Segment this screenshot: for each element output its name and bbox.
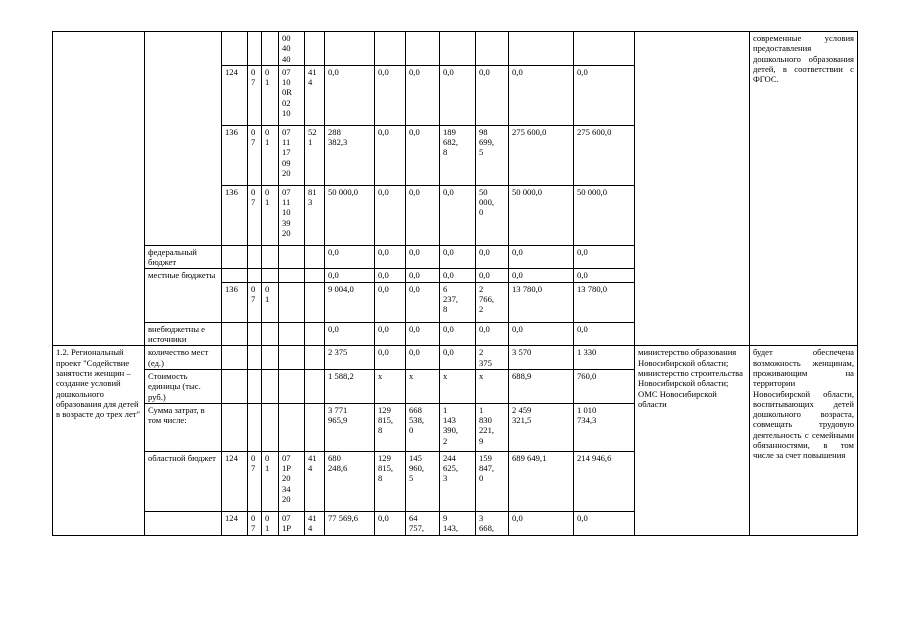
cell-vr: [305, 369, 325, 403]
source-cell: количество мест (ед.): [145, 346, 222, 370]
cell-vr: [305, 346, 325, 370]
cell-rz: 0 7: [248, 511, 262, 535]
cell-y2023: 3 570: [509, 346, 574, 370]
cell-csr: [279, 403, 305, 451]
cell-pr: [262, 269, 279, 282]
cell-y2020: 0,0: [406, 185, 440, 245]
cell-pr: 0 1: [262, 511, 279, 535]
executor-cell: министерство образования Новосибирской области; министерство строительства Новосибирской области; ОМС Новосибирской области: [635, 346, 750, 535]
cell-y2024: 50 000,0: [574, 185, 635, 245]
source-cell: местные бюджеты: [145, 269, 222, 322]
cell-grbs: [222, 245, 248, 269]
cell-pr: [262, 346, 279, 370]
cell-y2021: 1 143 390, 2: [440, 403, 476, 451]
cell-y2019: 129 815, 8: [375, 451, 406, 511]
cell-y2024: 214 946,6: [574, 451, 635, 511]
cell-y2021: 0,0: [440, 65, 476, 125]
cell-y2020: 0,0: [406, 346, 440, 370]
cell-y2024: 275 600,0: [574, 125, 635, 185]
cell-grbs: [222, 403, 248, 451]
cell-rz: [248, 369, 262, 403]
cell-csr: [279, 322, 305, 346]
cell-y2023: 13 780,0: [509, 282, 574, 322]
cell-y2022: 159 847, 0: [476, 451, 509, 511]
cell-y2023: 50 000,0: [509, 185, 574, 245]
cell-csr: [279, 245, 305, 269]
source-cell: федеральный бюджет: [145, 245, 222, 269]
result-cell: современные условия предоставления дошкольного образования детей, в соответствии с ФГОС.: [750, 32, 858, 346]
cell-pr: [262, 245, 279, 269]
cell-y2022: 3 668,: [476, 511, 509, 535]
cell-y2022: 0,0: [476, 65, 509, 125]
cell-y2022: [476, 32, 509, 66]
cell-pr: 0 1: [262, 185, 279, 245]
cell-total: [325, 32, 375, 66]
result-cell: будет обеспечена возможность женщинам, проживающим на территории Новосибирской области, воспитывающих детей дошкольного возраста, совмещать трудовую деятельность с семейными обязанностями, в том числе за счет повышения: [750, 346, 858, 535]
cell-y2021: 0,0: [440, 322, 476, 346]
cell-total: 680 248,6: [325, 451, 375, 511]
cell-y2022: 0,0: [476, 269, 509, 282]
cell-y2024: [574, 32, 635, 66]
cell-y2023: 2 459 321,5: [509, 403, 574, 451]
cell-y2019: 0,0: [375, 282, 406, 322]
cell-total: 3 771 965,9: [325, 403, 375, 451]
cell-vr: [305, 322, 325, 346]
financing-table: [52, 31, 858, 536]
table-row: [53, 346, 858, 370]
cell-y2023: 0,0: [509, 269, 574, 282]
cell-y2020: 668 538, 0: [406, 403, 440, 451]
cell-y2020: 64 757,: [406, 511, 440, 535]
cell-rz: 0 7: [248, 125, 262, 185]
cell-total: 0,0: [325, 65, 375, 125]
cell-y2024: 1 010 734,3: [574, 403, 635, 451]
cell-total: 9 004,0: [325, 282, 375, 322]
cell-y2019: 0,0: [375, 185, 406, 245]
cell-pr: [262, 322, 279, 346]
cell-pr: 0 1: [262, 125, 279, 185]
cell-vr: 41 4: [305, 65, 325, 125]
cell-rz: 0 7: [248, 282, 262, 322]
cell-grbs: 124: [222, 65, 248, 125]
cell-y2020: [406, 32, 440, 66]
cell-total: 0,0: [325, 322, 375, 346]
cell-total: 288 382,3: [325, 125, 375, 185]
cell-vr: [305, 282, 325, 322]
cell-rz: [248, 245, 262, 269]
cell-csr: 07 11 17 09 20: [279, 125, 305, 185]
cell-rz: 0 7: [248, 185, 262, 245]
cell-rz: [248, 403, 262, 451]
cell-grbs: [222, 369, 248, 403]
cell-csr: 07 1P 20 34 20: [279, 451, 305, 511]
cell-csr: [279, 282, 305, 322]
cell-grbs: 136: [222, 185, 248, 245]
cell-y2020: 0,0: [406, 65, 440, 125]
cell-y2019: 0,0: [375, 65, 406, 125]
cell-y2022: 0,0: [476, 245, 509, 269]
cell-y2024: 0,0: [574, 65, 635, 125]
cell-pr: 0 1: [262, 282, 279, 322]
cell-y2023: 688,9: [509, 369, 574, 403]
cell-total: 0,0: [325, 269, 375, 282]
executor-cell: [635, 32, 750, 346]
cell-y2022: 50 000, 0: [476, 185, 509, 245]
table-row: [53, 32, 858, 66]
cell-y2021: 0,0: [440, 269, 476, 282]
cell-y2019: 0,0: [375, 245, 406, 269]
cell-vr: [305, 269, 325, 282]
cell-pr: [262, 369, 279, 403]
block1-name-cell: [53, 32, 145, 346]
cell-csr: 07 10 0R 02 10: [279, 65, 305, 125]
cell-csr: 07 1P: [279, 511, 305, 535]
cell-rz: 0 7: [248, 451, 262, 511]
cell-y2021: 0,0: [440, 185, 476, 245]
cell-y2022: 2 766, 2: [476, 282, 509, 322]
cell-y2023: 275 600,0: [509, 125, 574, 185]
cell-rz: [248, 269, 262, 282]
cell-y2024: 1 330: [574, 346, 635, 370]
cell-grbs: 124: [222, 451, 248, 511]
cell-total: 77 569,6: [325, 511, 375, 535]
cell-vr: [305, 403, 325, 451]
cell-y2024: 0,0: [574, 322, 635, 346]
cell-vr: [305, 245, 325, 269]
cell-y2023: 0,0: [509, 511, 574, 535]
cell-total: 1 588,2: [325, 369, 375, 403]
table-body: [53, 32, 858, 536]
cell-y2021: х: [440, 369, 476, 403]
cell-y2019: 129 815, 8: [375, 403, 406, 451]
cell-y2020: 145 960, 5: [406, 451, 440, 511]
cell-y2020: 0,0: [406, 322, 440, 346]
cell-y2023: 689 649,1: [509, 451, 574, 511]
cell-y2024: 13 780,0: [574, 282, 635, 322]
cell-y2024: 760,0: [574, 369, 635, 403]
cell-y2022: 98 699, 5: [476, 125, 509, 185]
cell-csr: [279, 346, 305, 370]
source-cell: Стоимость единицы (тыс. руб.): [145, 369, 222, 403]
cell-y2019: 0,0: [375, 511, 406, 535]
cell-y2024: 0,0: [574, 511, 635, 535]
cell-vr: 52 1: [305, 125, 325, 185]
cell-y2022: 1 830 221, 9: [476, 403, 509, 451]
cell-grbs: 124: [222, 511, 248, 535]
cell-total: 0,0: [325, 245, 375, 269]
cell-rz: [248, 32, 262, 66]
cell-rz: 0 7: [248, 65, 262, 125]
cell-y2020: 0,0: [406, 282, 440, 322]
cell-y2022: х: [476, 369, 509, 403]
cell-pr: 0 1: [262, 451, 279, 511]
cell-y2019: 0,0: [375, 346, 406, 370]
cell-grbs: 136: [222, 282, 248, 322]
cell-total: 2 375: [325, 346, 375, 370]
cell-grbs: [222, 269, 248, 282]
block2-name-cell: 1.2. Региональный проект "Содействие занятости женщин – создание условий дошкольного образования для детей в возрасте до трех лет": [53, 346, 145, 535]
cell-grbs: [222, 322, 248, 346]
cell-csr: 07 11 10 39 20: [279, 185, 305, 245]
cell-y2024: 0,0: [574, 269, 635, 282]
cell-y2021: 0,0: [440, 346, 476, 370]
cell-total: 50 000,0: [325, 185, 375, 245]
cell-y2023: [509, 32, 574, 66]
cell-pr: [262, 32, 279, 66]
source-cell: областной бюджет: [145, 451, 222, 511]
cell-y2022: 0,0: [476, 322, 509, 346]
cell-vr: 81 3: [305, 185, 325, 245]
source-cell: [145, 511, 222, 535]
cell-pr: 0 1: [262, 65, 279, 125]
cell-y2020: 0,0: [406, 269, 440, 282]
cell-rz: [248, 346, 262, 370]
cell-y2021: 244 625, 3: [440, 451, 476, 511]
cell-vr: 41 4: [305, 511, 325, 535]
cell-grbs: [222, 346, 248, 370]
cell-y2020: х: [406, 369, 440, 403]
cell-y2019: х: [375, 369, 406, 403]
cell-csr: 00 40 40: [279, 32, 305, 66]
cell-csr: [279, 369, 305, 403]
cell-y2023: 0,0: [509, 245, 574, 269]
cell-y2020: 0,0: [406, 125, 440, 185]
cell-y2021: [440, 32, 476, 66]
cell-y2024: 0,0: [574, 245, 635, 269]
cell-y2021: 189 682, 8: [440, 125, 476, 185]
cell-grbs: [222, 32, 248, 66]
cell-y2020: 0,0: [406, 245, 440, 269]
cell-grbs: 136: [222, 125, 248, 185]
cell-y2019: 0,0: [375, 125, 406, 185]
source-cell: Сумма затрат, в том числе:: [145, 403, 222, 451]
cell-vr: 41 4: [305, 451, 325, 511]
cell-y2023: 0,0: [509, 65, 574, 125]
cell-csr: [279, 269, 305, 282]
cell-vr: [305, 32, 325, 66]
cell-y2021: 6 237, 8: [440, 282, 476, 322]
cell-y2019: 0,0: [375, 269, 406, 282]
cell-pr: [262, 403, 279, 451]
source-cell: внебюджетны е источники: [145, 322, 222, 346]
cell-y2019: [375, 32, 406, 66]
cell-y2021: 0,0: [440, 245, 476, 269]
cell-y2021: 9 143,: [440, 511, 476, 535]
cell-y2023: 0,0: [509, 322, 574, 346]
cell-y2022: 2 375: [476, 346, 509, 370]
cell-rz: [248, 322, 262, 346]
source-cell: [145, 32, 222, 246]
cell-y2019: 0,0: [375, 322, 406, 346]
